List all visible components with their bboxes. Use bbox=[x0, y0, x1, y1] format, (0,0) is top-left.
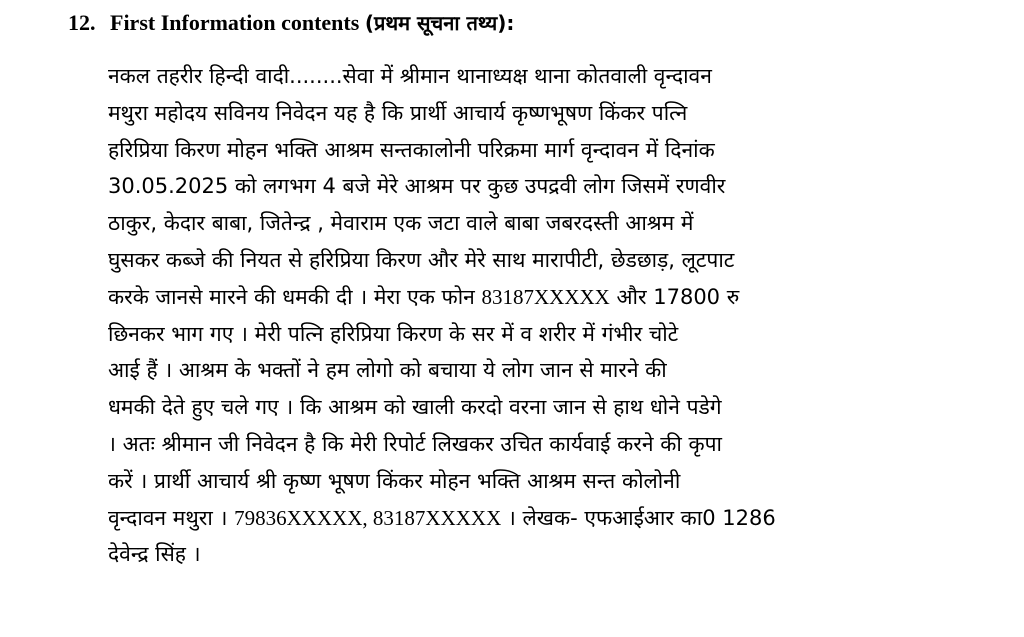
section-number: 12. bbox=[68, 10, 96, 35]
text-line bbox=[108, 389, 968, 426]
text-segment: 30.05.2025 को लगभग 4 बजे मेरे आश्रम पर कुछ उपद्रवी लोग जिसमें रणवीर bbox=[108, 174, 726, 199]
text-segment: ठाकुर, केदार बाबा, जितेन्द्र , मेवाराम एक जटा वाले बाबा जबरदस्ती आश्रम में bbox=[108, 211, 694, 236]
text-line bbox=[108, 536, 968, 573]
text-line bbox=[108, 463, 968, 500]
text-segment: घुसकर कब्जे की नियत से हरिप्रिया किरण और मेरे साथ मारापीटी, छेडछाड़, लूटपाट bbox=[108, 247, 735, 272]
text-segment: करें । प्रार्थी आचार्य श्री कृष्ण भूषण किंकर मोहन भक्ति आश्रम सन्त कोलोनी bbox=[108, 468, 681, 493]
text-line bbox=[108, 132, 968, 169]
text-line bbox=[108, 95, 968, 132]
text-segment: छिनकर भाग गए । मेरी पत्नि हरिप्रिया किरण के सर में व शरीर में गंभीर चोटे bbox=[108, 321, 679, 346]
text-segment: और 17800 रु bbox=[609, 284, 740, 309]
section-title-hindi: (प्रथम सूचना तथ्य): bbox=[364, 11, 515, 35]
text-line bbox=[108, 168, 968, 205]
fir-body-text bbox=[108, 58, 968, 573]
text-segment: मथुरा महोदय सविनय निवेदन यह है कि प्रार्थी आचार्य कृष्णभूषण किंकर पत्नि bbox=[108, 100, 688, 125]
text-line bbox=[108, 279, 968, 316]
text-segment: करके जानसे मारने की धमकी दी । मेरा एक फोन bbox=[108, 284, 482, 309]
phone-number-text: 79836XXXXX, 83187XXXXX bbox=[234, 505, 502, 530]
text-line bbox=[108, 500, 968, 537]
text-line bbox=[108, 58, 968, 95]
text-line bbox=[108, 242, 968, 279]
section-title: First Information contents bbox=[110, 10, 360, 35]
text-segment: आई हैं । आश्रम के भक्तों ने हम लोगो को बचाया ये लोग जान से मारने की bbox=[108, 358, 667, 383]
text-segment: धमकी देते हुए चले गए । कि आश्रम को खाली करदो वरना जान से हाथ धोने पडेगे bbox=[108, 395, 722, 420]
text-segment: । अतः श्रीमान जी निवेदन है कि मेरी रिपोर्ट लिखकर उचित कार्यवाई करने की कृपा bbox=[108, 431, 722, 456]
text-line bbox=[108, 205, 968, 242]
text-line bbox=[108, 316, 968, 353]
text-segment: देवेन्द्र सिंह । bbox=[108, 542, 201, 567]
text-line bbox=[108, 352, 968, 389]
text-segment: वृन्दावन मथुरा । bbox=[108, 505, 235, 530]
phone-number-text: 83187XXXXX bbox=[481, 284, 610, 309]
text-line bbox=[108, 426, 968, 463]
section-heading bbox=[68, 8, 514, 38]
text-segment: नकल तहरीर हिन्दी वादी........सेवा में श्रीमान थानाध्यक्ष थाना कोतवाली वृन्दावन bbox=[108, 64, 712, 88]
text-segment: । लेखक- एफआईआर का0 1286 bbox=[501, 505, 776, 530]
text-segment: हरिप्रिया किरण मोहन भक्ति आश्रम सन्तकालोनी परिक्रमा मार्ग वृन्दावन में दिनांक bbox=[108, 137, 715, 162]
